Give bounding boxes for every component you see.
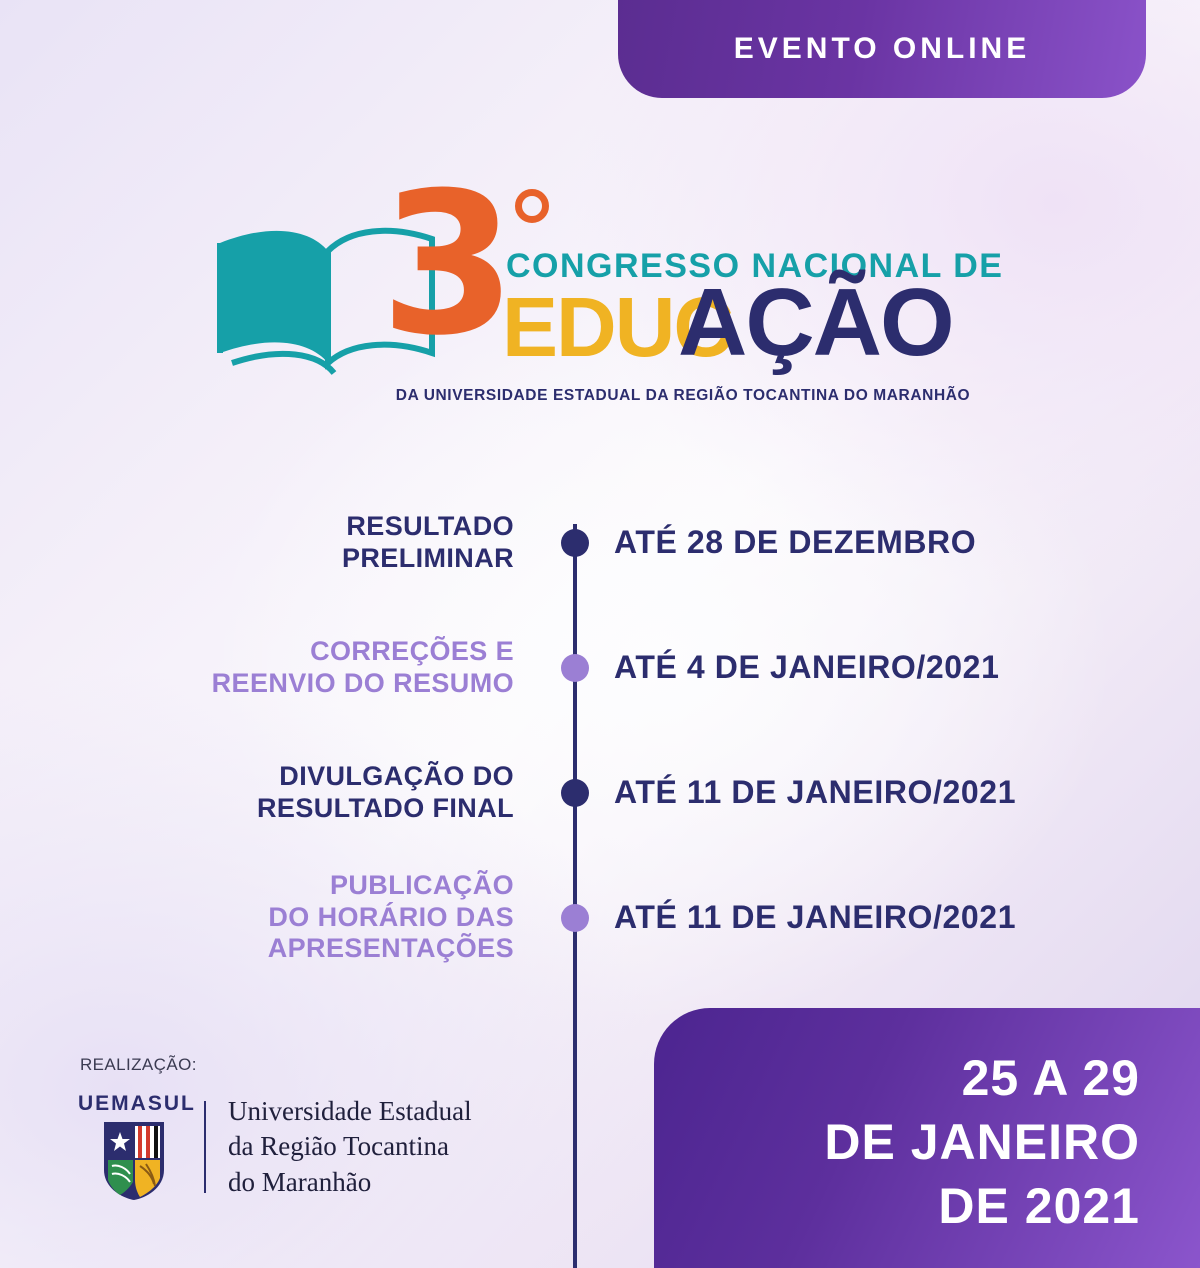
timeline-item <box>0 855 1200 980</box>
timeline-item-date: ATÉ 28 DE DEZEMBRO <box>614 524 977 560</box>
timeline-item-label <box>0 636 545 700</box>
event-date-line: DE JANEIRO <box>824 1114 1140 1170</box>
timeline-item-label-line: RESULTADO FINAL <box>257 792 514 823</box>
institution-name-line: da Região Tocantina <box>228 1131 450 1162</box>
timeline-dot-icon <box>561 779 589 807</box>
realizacao-label: REALIZAÇÃO: <box>80 1055 197 1074</box>
timeline-item-label <box>0 511 545 575</box>
institution-name <box>228 1094 472 1199</box>
timeline-item-date: ATÉ 11 DE JANEIRO/2021 <box>614 774 1017 810</box>
organizer-divider <box>204 1101 206 1193</box>
timeline-item-label-line: RESULTADO <box>346 510 514 541</box>
timeline-dot-icon <box>561 654 589 682</box>
timeline-item-label-line: DO HORÁRIO DAS <box>268 901 514 932</box>
uemasul-logo <box>78 1092 196 1202</box>
timeline-item-label-line: CORREÇÕES E <box>310 635 514 666</box>
timeline-item-label-line: APRESENTAÇÕES <box>267 933 514 964</box>
timeline-item-date: ATÉ 4 DE JANEIRO/2021 <box>614 649 1000 685</box>
event-date-line: 25 A 29 <box>961 1050 1140 1106</box>
timeline-dot-icon <box>561 904 589 932</box>
timeline-dot-icon <box>561 529 589 557</box>
organizer-block <box>78 1092 472 1202</box>
logo-word-educ: EDUC <box>502 280 733 374</box>
timeline-item <box>0 480 1200 605</box>
timeline-item-label <box>0 761 545 825</box>
event-mode-banner <box>618 0 1146 98</box>
timeline-item-label-line: DIVULGAÇÃO DO <box>279 760 514 791</box>
event-mode-label: EVENTO ONLINE <box>733 32 1031 65</box>
timeline-item-label-line: REENVIO DO RESUMO <box>211 667 514 698</box>
timeline-item-label-line: PUBLICAÇÃO <box>330 869 514 900</box>
timeline-item <box>0 730 1200 855</box>
ordinal-circle-icon <box>515 189 549 223</box>
logo-word-acao: AÇÃO <box>678 269 953 376</box>
uemasul-acronym: UEMASUL <box>78 1092 196 1115</box>
timeline-item-label-line: PRELIMINAR <box>342 542 514 573</box>
timeline-item-label <box>0 870 545 966</box>
timeline-item <box>0 605 1200 730</box>
logo-subtitle: DA UNIVERSIDADE ESTADUAL DA REGIÃO TOCANTINA DO MARANHÃO <box>395 387 971 404</box>
uemasul-crest-icon <box>102 1120 166 1202</box>
institution-name-line: do Maranhão <box>228 1166 372 1197</box>
event-date-block <box>654 1008 1200 1268</box>
event-date-line: DE 2021 <box>938 1178 1140 1234</box>
logo-line-congresso: CONGRESSO NACIONAL DE <box>506 247 1004 285</box>
congress-logo <box>0 151 1200 425</box>
schedule-timeline <box>0 480 1200 980</box>
institution-name-line: Universidade Estadual <box>228 1096 472 1127</box>
edition-number: 3 <box>380 151 511 379</box>
timeline-item-date: ATÉ 11 DE JANEIRO/2021 <box>614 899 1017 935</box>
